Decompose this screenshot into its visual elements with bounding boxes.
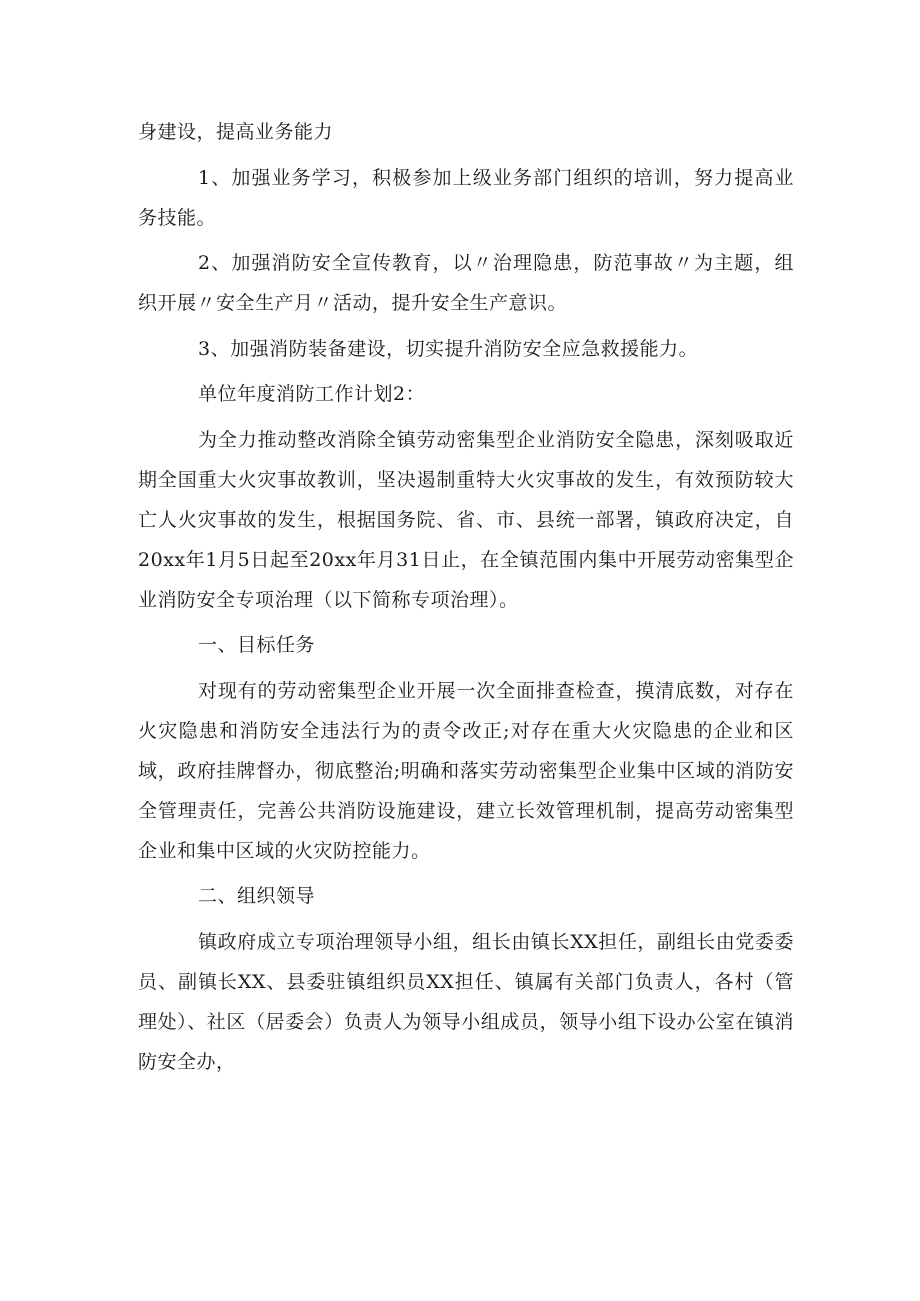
document-body: [138, 112, 794, 1087]
paragraph-leadership: 镇政府成立专项治理领导小组，组长由镇长XX担任，副组长由党委委员、副镇长XX、县委驻镇组织员XX担任、镇属有关部门负责人，各村（管理处）、社区（居委会）负责人为领导小组成员，领导小组下设办公室在镇消防安全办，: [138, 930, 794, 1073]
paragraph-item-2: 2、加强消防安全宣传教育，以〃治理隐患，防范事故〃为主题，组织开展〃安全生产月〃活动，提升安全生产意识。: [138, 252, 794, 314]
paragraph-goals: 对现有的劳动密集型企业开展一次全面排查检查，摸清底数，对存在火灾隐患和消防安全违法行为的责令改正;对存在重大火灾隐患的企业和区域，政府挂牌督办，彻底整治;明确和落实劳动密集型企业集中区域的消防安全管理责任，完善公共消防设施建设，建立长效管理机制，提高劳动密集型企业和集中区域的火灾防控能力。: [138, 679, 794, 862]
paragraph-intro: 为全力推动整改消除全镇劳动密集型企业消防安全隐患，深刻吸取近期全国重大火灾事故教训，坚决遏制重特大火灾事故的发生，有效预防较大亡人火灾事故的发生，根据国务院、省、市、县统一部署，镇政府决定，自20xx年1月5日起至20xx年月31日止，在全镇范围内集中开展劳动密集型企业消防安全专项治理（以下简称专项治理）。: [138, 428, 794, 611]
paragraph-continuation: 身建设，提高业务能力: [138, 121, 334, 143]
paragraph-item-3: 3、加强消防装备建设，切实提升消防安全应急救援能力。: [198, 337, 699, 360]
paragraph-item-1: 1、加强业务学习，积极参加上级业务部门组织的培训，努力提高业务技能。: [138, 166, 794, 229]
section-heading-goals: 一、目标任务: [198, 634, 316, 656]
section-heading-leadership: 二、组织领导: [198, 885, 316, 907]
plan-heading: 单位年度消防工作计划2：: [198, 383, 426, 405]
